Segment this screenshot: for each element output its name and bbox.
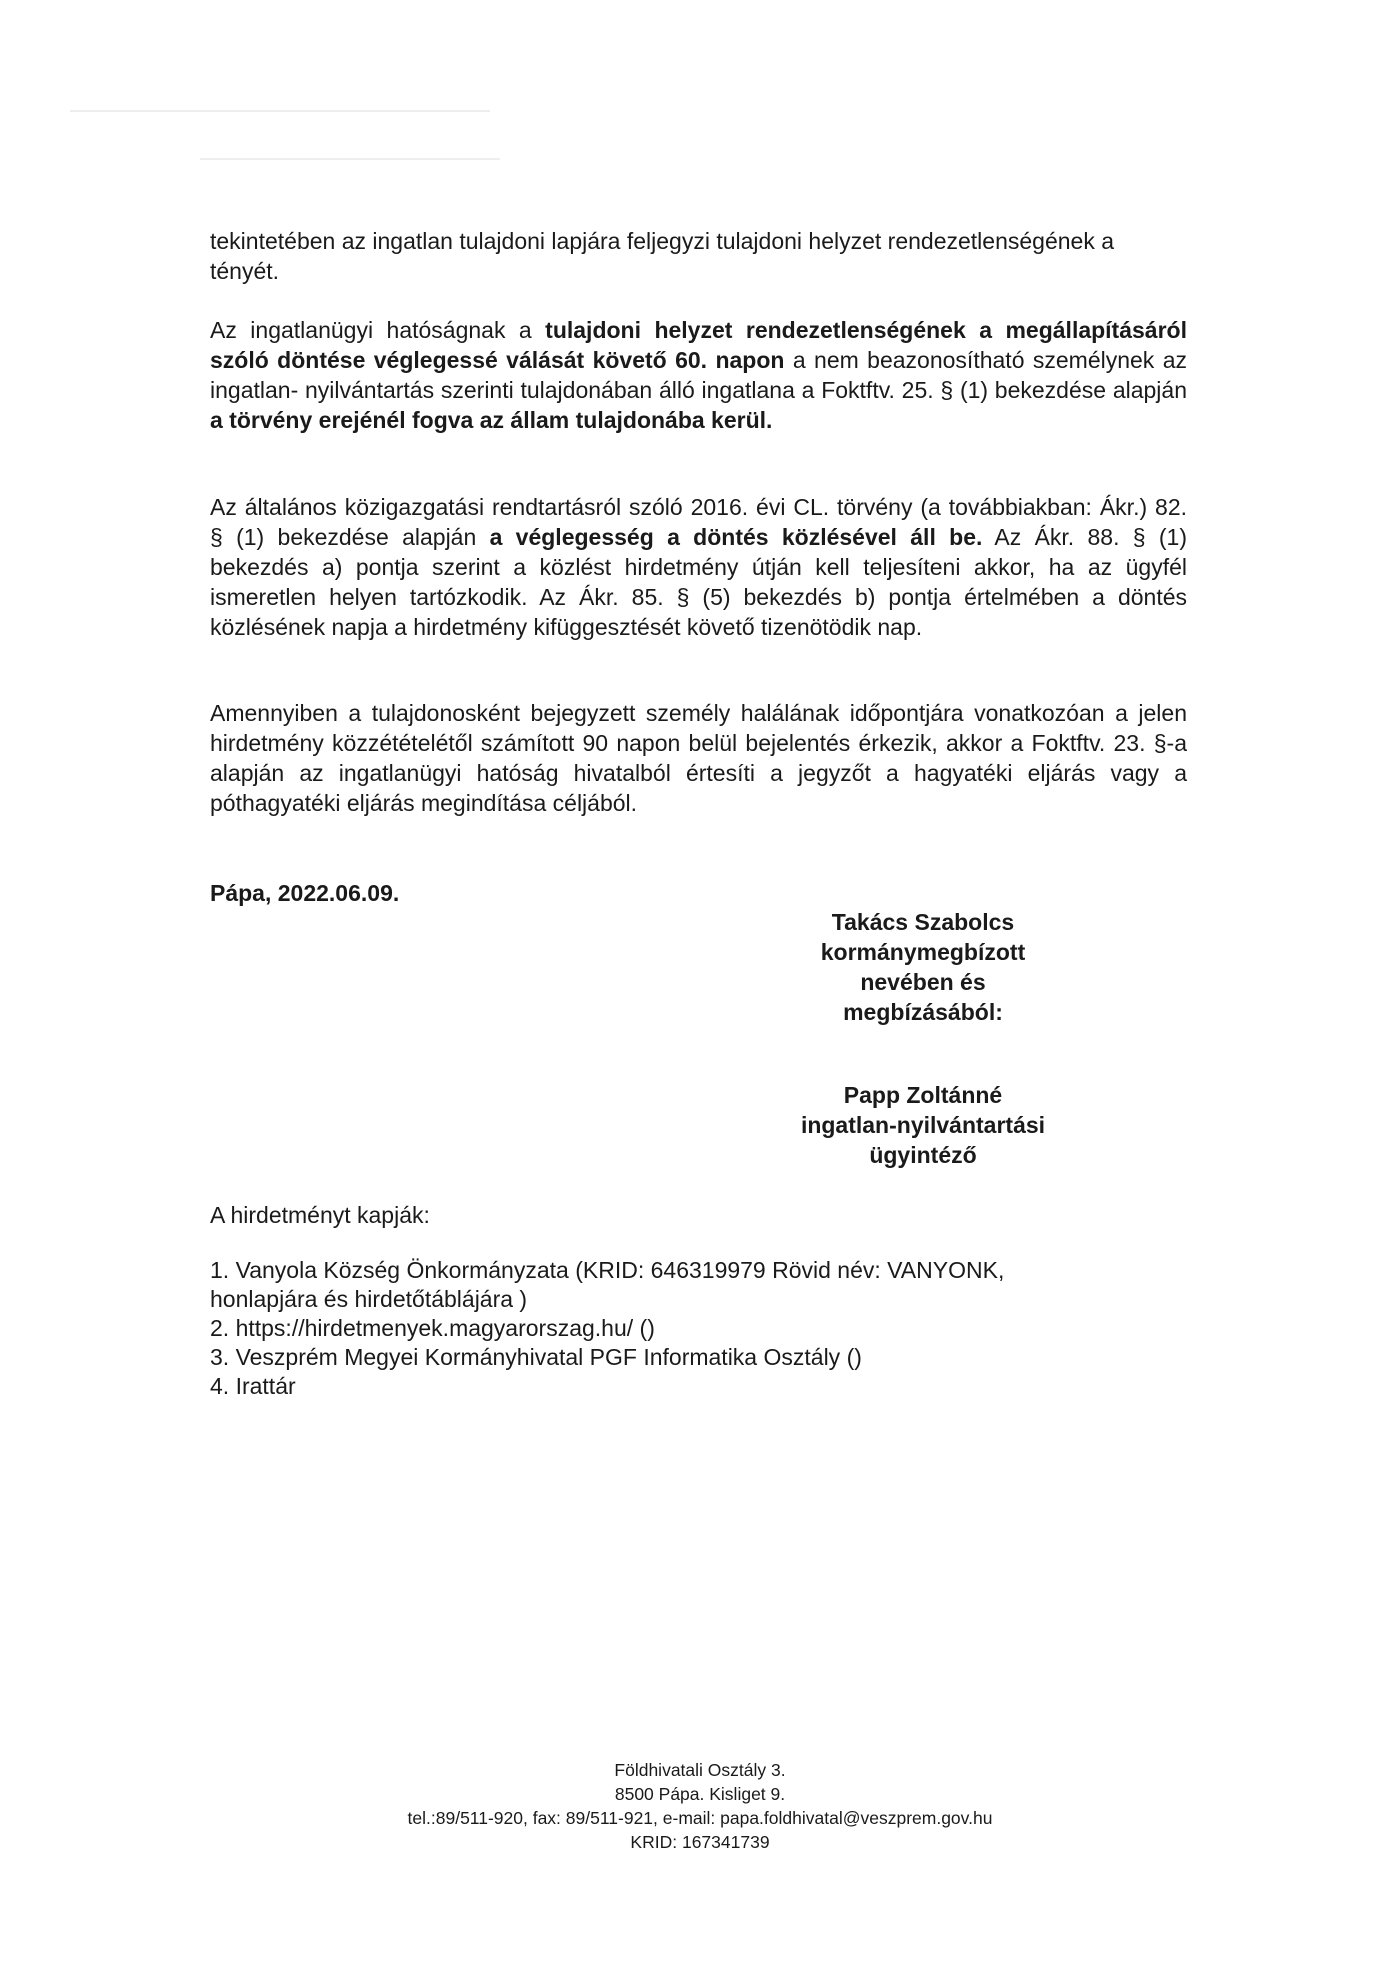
list-item bbox=[210, 1256, 1110, 1314]
recipients-list bbox=[210, 1256, 1110, 1401]
footer-line: 8500 Pápa. Kisliget 9. bbox=[614, 1784, 786, 1804]
list-item: 4. Irattár bbox=[210, 1373, 296, 1399]
signature-block-clerk bbox=[758, 1080, 1088, 1170]
paragraph-probate-notice: Amennyiben a tulajdonosként bejegyzett személy halálának időpontjára vonatkozóan a jelen hirdetmény közzétételétől számított 90 napon belül bejelentés érkezik, akkor a Foktftv. 23. §-a alapján az ingatlanügyi hatóság hivatalból értesíti a jegyzőt a hagyatéki eljárás vagy a póthagyatéki eljárás megindítása céljából. bbox=[210, 700, 1187, 816]
list-item-line: 1. Vanyola Község Önkormányzata (KRID: 646319979 Rövid név: VANYONK, bbox=[210, 1257, 1005, 1283]
bold-segment: a törvény erejénél fogva az állam tulajdonába kerül. bbox=[210, 407, 773, 433]
text-segment: Az általános közigazgatási rendtartásról szóló 2016. évi CL. törvény (a továbbiakban: Ákr.) 82. § (1) bekezdése alapján bbox=[210, 494, 1187, 550]
footer-line: KRID: 167341739 bbox=[630, 1832, 770, 1852]
bold-segment: a véglegesség a döntés közlésével áll be. bbox=[489, 524, 983, 550]
signer-name: Papp Zoltánné bbox=[843, 1082, 1003, 1108]
signer-title: ingatlan-nyilvántartási bbox=[800, 1112, 1046, 1138]
bold-segment: tulajdoni helyzet rendezetlenségének a megállapításáról szóló döntése véglegessé válását követő 60. napon bbox=[210, 317, 1187, 373]
signer-title: ügyintéző bbox=[869, 1142, 977, 1168]
signer-name: Takács Szabolcs bbox=[831, 909, 1015, 935]
signer-line: megbízásából: bbox=[843, 999, 1003, 1025]
text-segment: Az ingatlanügyi hatóságnak a bbox=[210, 317, 546, 343]
paragraph-akr-finality bbox=[210, 492, 1187, 642]
footer-line: tel.:89/511-920, fax: 89/511-921, e-mail: papa.foldhivatal@veszprem.gov.hu bbox=[407, 1808, 993, 1828]
text-segment: a nem beazonosítható személynek az ingatlan- nyilvántartás szerinti tulajdonában álló ingatlana a Foktftv. 25. § (1) bekezdése alapján bbox=[210, 347, 1187, 403]
date-place: Pápa, 2022.06.09. bbox=[210, 880, 400, 906]
list-item: 3. Veszprém Megyei Kormányhivatal PGF Informatika Osztály () bbox=[210, 1344, 862, 1370]
list-item: 2. https://hirdetmenyek.magyarorszag.hu/ () bbox=[210, 1315, 655, 1341]
signer-line: nevében és bbox=[860, 969, 986, 995]
list-item-line: honlapjára és hirdetőtáblájára ) bbox=[210, 1286, 528, 1312]
footer-line: Földhivatali Osztály 3. bbox=[614, 1760, 786, 1780]
signature-block-governor bbox=[758, 907, 1088, 1027]
paragraph-continuation-line: tekintetében az ingatlan tulajdoni lapjára feljegyzi tulajdoni helyzet rendezetlenségének a bbox=[210, 228, 1115, 254]
text-segment: Az Ákr. 88. § (1) bekezdés a) pontja szerint a közlést hirdetmény útján kell teljesíteni akkor, ha az ügyfél ismeretlen helyen tartózkodik. Az Ákr. 85. § (5) bekezdés b) pontja értelmében a döntés közlésének napja a hirdetmény kifüggesztését követő tizenötödik nap. bbox=[210, 524, 1187, 640]
bleed-through-mark bbox=[70, 110, 490, 112]
paragraph-continuation bbox=[210, 226, 1187, 286]
signer-title: kormánymegbízott bbox=[820, 939, 1026, 965]
paragraph-state-ownership bbox=[210, 315, 1187, 435]
paragraph-continuation-line: tényét. bbox=[210, 258, 280, 284]
office-footer bbox=[0, 1758, 1400, 1854]
recipients-heading: A hirdetményt kapják: bbox=[210, 1202, 430, 1228]
bleed-through-mark bbox=[200, 158, 500, 160]
